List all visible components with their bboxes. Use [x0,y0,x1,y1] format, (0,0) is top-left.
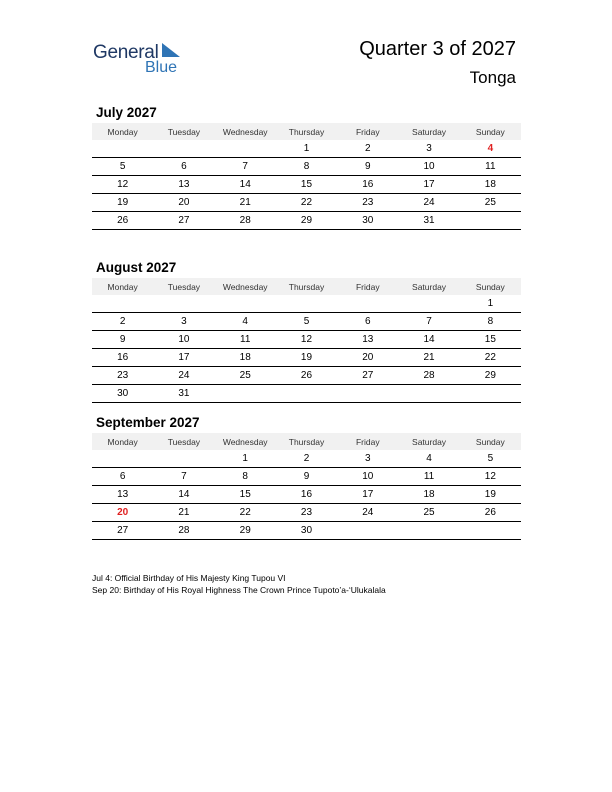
day-cell: 6 [153,158,214,176]
week-row [92,450,521,468]
weekday-header: Sunday [460,433,521,450]
day-cell: 26 [460,504,521,522]
day-cell: 29 [276,212,337,230]
week-row [92,349,521,367]
weekday-header: Sunday [460,278,521,295]
week-row [92,468,521,486]
weekday-header: Wednesday [215,278,276,295]
weekday-header: Wednesday [215,123,276,140]
day-cell: 2 [337,140,398,158]
day-cell: 24 [153,367,214,385]
week-row [92,504,521,522]
weekday-header: Friday [337,433,398,450]
day-cell [215,385,276,403]
day-cell: 28 [153,522,214,540]
day-cell [460,385,521,403]
day-cell: 3 [153,313,214,331]
day-cell: 5 [276,313,337,331]
week-row [92,522,521,540]
day-cell: 8 [460,313,521,331]
day-cell: 1 [460,295,521,313]
day-cell: 13 [92,486,153,504]
day-cell: 16 [276,486,337,504]
weekday-header: Friday [337,123,398,140]
logo-triangle-icon [160,43,180,57]
day-cell: 25 [398,504,459,522]
weekday-header: Sunday [460,123,521,140]
weekday-header-row [92,123,521,140]
day-cell: 9 [337,158,398,176]
week-row [92,212,521,230]
weekday-header: Thursday [276,433,337,450]
week-row [92,194,521,212]
day-cell: 31 [398,212,459,230]
day-cell [153,295,214,313]
logo-word-blue: Blue [145,59,178,76]
day-cell: 4 [398,450,459,468]
day-cell: 11 [215,331,276,349]
day-cell: 3 [398,140,459,158]
week-row [92,331,521,349]
day-cell: 18 [398,486,459,504]
day-cell [398,295,459,313]
day-cell: 4 [215,313,276,331]
day-cell: 5 [460,450,521,468]
day-cell: 22 [215,504,276,522]
day-cell: 16 [337,176,398,194]
weekday-header: Thursday [276,278,337,295]
holiday-day-cell: 20 [92,504,153,522]
day-cell: 10 [337,468,398,486]
day-cell: 28 [215,212,276,230]
day-cell [92,140,153,158]
week-row [92,140,521,158]
day-cell: 6 [337,313,398,331]
week-row [92,176,521,194]
day-cell: 15 [215,486,276,504]
day-cell: 9 [92,331,153,349]
day-cell: 18 [215,349,276,367]
week-row [92,295,521,313]
month-september [92,413,521,540]
calendar-table [92,433,521,540]
day-cell [398,385,459,403]
day-cell [460,212,521,230]
day-cell: 17 [337,486,398,504]
month-title: July 2027 [96,105,157,120]
weekday-header: Tuesday [153,278,214,295]
day-cell: 14 [153,486,214,504]
day-cell [92,295,153,313]
day-cell [215,140,276,158]
weekday-header: Monday [92,433,153,450]
weekday-header-row [92,433,521,450]
day-cell [398,522,459,540]
weekday-header: Tuesday [153,123,214,140]
day-cell: 23 [337,194,398,212]
day-cell: 29 [460,367,521,385]
generalblue-logo [93,40,193,80]
day-cell: 19 [92,194,153,212]
day-cell: 10 [153,331,214,349]
day-cell: 12 [92,176,153,194]
day-cell: 22 [276,194,337,212]
weekday-header: Saturday [398,278,459,295]
week-row [92,158,521,176]
day-cell: 22 [460,349,521,367]
day-cell: 2 [276,450,337,468]
day-cell: 27 [337,367,398,385]
day-cell [276,385,337,403]
month-august [92,258,521,403]
day-cell: 25 [460,194,521,212]
logo-word-general: General [93,42,159,63]
page-title: Quarter 3 of 2027 [359,38,516,60]
day-cell: 13 [337,331,398,349]
day-cell: 10 [398,158,459,176]
day-cell [460,522,521,540]
day-cell: 3 [337,450,398,468]
day-cell: 11 [398,468,459,486]
day-cell: 31 [153,385,214,403]
day-cell: 11 [460,158,521,176]
week-row [92,367,521,385]
day-cell: 16 [92,349,153,367]
day-cell: 14 [215,176,276,194]
calendar-table [92,123,521,230]
day-cell: 24 [337,504,398,522]
week-row [92,486,521,504]
day-cell: 26 [92,212,153,230]
day-cell: 23 [92,367,153,385]
day-cell: 12 [276,331,337,349]
day-cell: 23 [276,504,337,522]
day-cell: 19 [276,349,337,367]
day-cell: 7 [398,313,459,331]
day-cell: 27 [153,212,214,230]
day-cell: 1 [276,140,337,158]
week-row [92,313,521,331]
day-cell: 21 [153,504,214,522]
weekday-header: Wednesday [215,433,276,450]
day-cell: 8 [215,468,276,486]
day-cell: 21 [215,194,276,212]
country-name: Tonga [469,68,516,87]
weekday-header: Tuesday [153,433,214,450]
day-cell: 28 [398,367,459,385]
day-cell: 29 [215,522,276,540]
day-cell: 15 [276,176,337,194]
day-cell: 25 [215,367,276,385]
day-cell: 26 [276,367,337,385]
holiday-note: Sep 20: Birthday of His Royal Highness The Crown Prince Tupoto’a-‘Ulukalala [92,584,386,595]
weekday-header: Friday [337,278,398,295]
month-title: September 2027 [96,415,200,430]
month-title: August 2027 [96,260,177,275]
day-cell: 24 [398,194,459,212]
weekday-header: Monday [92,278,153,295]
week-row [92,385,521,403]
holiday-day-cell: 4 [460,140,521,158]
day-cell: 14 [398,331,459,349]
day-cell [337,522,398,540]
day-cell: 30 [276,522,337,540]
day-cell: 30 [337,212,398,230]
day-cell: 7 [215,158,276,176]
day-cell: 20 [153,194,214,212]
day-cell [153,140,214,158]
day-cell: 18 [460,176,521,194]
holiday-note: Jul 4: Official Birthday of His Majesty King Tupou VI [92,573,286,583]
calendar-table [92,278,521,403]
day-cell: 15 [460,331,521,349]
day-cell: 20 [337,349,398,367]
day-cell [153,450,214,468]
day-cell: 8 [276,158,337,176]
day-cell [92,450,153,468]
day-cell: 17 [398,176,459,194]
weekday-header: Thursday [276,123,337,140]
day-cell: 7 [153,468,214,486]
weekday-header: Monday [92,123,153,140]
day-cell [276,295,337,313]
day-cell: 6 [92,468,153,486]
holiday-notes [92,573,422,596]
day-cell: 12 [460,468,521,486]
day-cell: 9 [276,468,337,486]
weekday-header: Saturday [398,433,459,450]
day-cell: 19 [460,486,521,504]
day-cell: 5 [92,158,153,176]
day-cell: 1 [215,450,276,468]
weekday-header: Saturday [398,123,459,140]
day-cell [337,385,398,403]
day-cell: 21 [398,349,459,367]
day-cell: 2 [92,313,153,331]
month-july [92,103,521,230]
day-cell [215,295,276,313]
day-cell: 17 [153,349,214,367]
day-cell [337,295,398,313]
day-cell: 13 [153,176,214,194]
day-cell: 30 [92,385,153,403]
day-cell: 27 [92,522,153,540]
weekday-header-row [92,278,521,295]
